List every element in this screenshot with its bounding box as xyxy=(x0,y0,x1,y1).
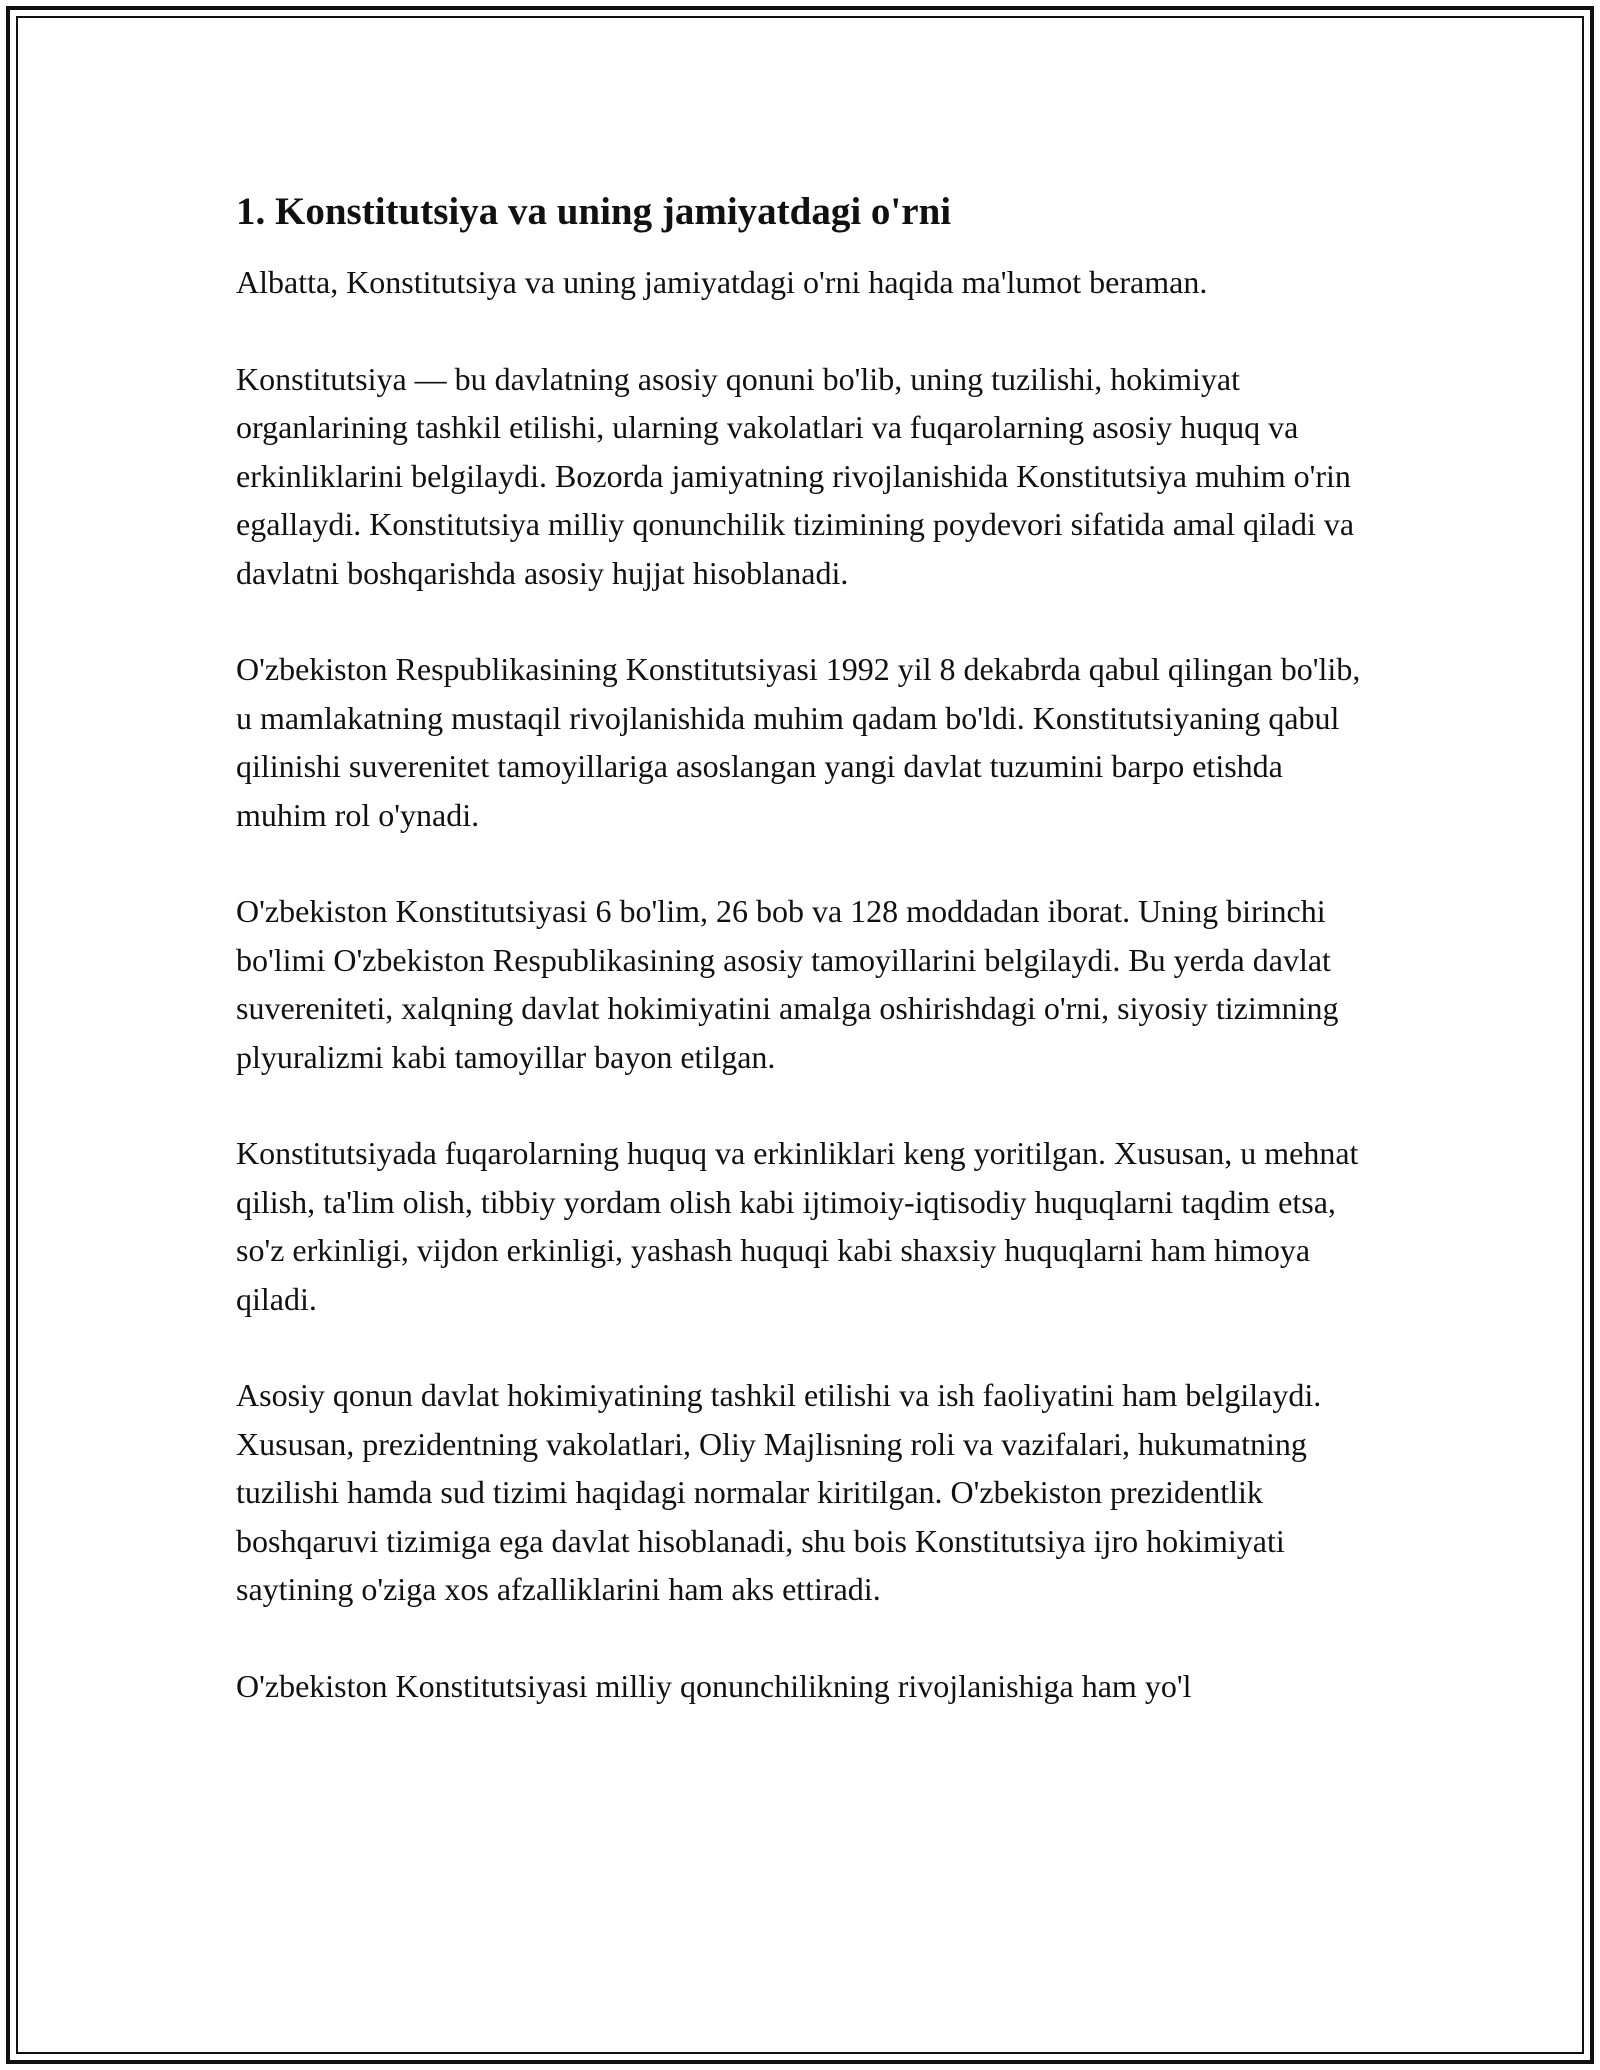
paragraph-government: Asosiy qonun davlat hokimiyatining tashkil etilishi va ish faoliyatini ham belgilaydi. Xususan, prezidentning vakolatlari, Oliy Majlisning roli va vazifalari, hukumatning tuzilishi hamda sud tizimi haqidagi normalar kiritilgan. O'zbekiston prezidentlik boshqaruvi tizimiga ega davlat hisoblanadi, shu bois Konstitutsiya ijro hokimiyati saytining o'ziga xos afzalliklarini ham aks ettiradi. xyxy=(236,1377,1322,1607)
paragraph-structure: O'zbekiston Konstitutsiyasi 6 bo'lim, 26 bob va 128 moddadan iborat. Uning birinchi bo'limi O'zbekiston Respublikasining asosiy tamoyillarini belgilaydi. Bu yerda davlat suvereniteti, xalqning davlat hokimiyatini amalga oshirishdagi o'rni, siyosiy tizimning plyuralizmi kabi tamoyillar bayon etilgan. xyxy=(236,893,1339,1075)
document-title: 1. Konstitutsiya va uning jamiyatdagi o'rni xyxy=(236,190,952,233)
paragraph-legislation: O'zbekiston Konstitutsiyasi milliy qonunchilikning rivojlanishiga ham yo'l xyxy=(236,1667,1192,1704)
document-body xyxy=(236,186,1376,1758)
paragraph-definition: Konstitutsiya — bu davlatning asosiy qonuni bo'lib, uning tuzilishi, hokimiyat organlarining tashkil etilishi, ularning vakolatlari va fuqarolarning asosiy huquq va erkinliklarini belgilaydi. Bozorda jamiyatning rivojlanishida Konstitutsiya muhim o'rin egallaydi. Konstitutsiya milliy qonunchilik tizimining poydevori sifatida amal qiladi va davlatni boshqarishda asosiy hujjat hisoblanadi. xyxy=(236,360,1355,591)
paragraph-intro: Albatta, Konstitutsiya va uning jamiyatdagi o'rni haqida ma'lumot beraman. xyxy=(236,264,1208,300)
paragraph-rights: Konstitutsiyada fuqarolarning huquq va erkinliklari keng yoritilgan. Xususan, u mehnat qilish, ta'lim olish, tibbiy yordam olish kabi ijtimoiy-iqtisodiy huquqlarni taqdim etsa, so'z erkinligi, vijdon erkinligi, yashash huquqi kabi shaxsiy huquqlarni ham himoya qiladi. xyxy=(236,1135,1359,1317)
paragraph-adoption: O'zbekiston Respublikasining Konstitutsiyasi 1992 yil 8 dekabrda qabul qilingan bo'lib, u mamlakatning mustaqil rivojlanishida muhim qadam bo'ldi. Konstitutsiyaning qabul qilinishi suverenitet tamoyillariga asoslangan yangi davlat tuzumini barpo etishda muhim rol o'ynadi. xyxy=(236,651,1361,833)
